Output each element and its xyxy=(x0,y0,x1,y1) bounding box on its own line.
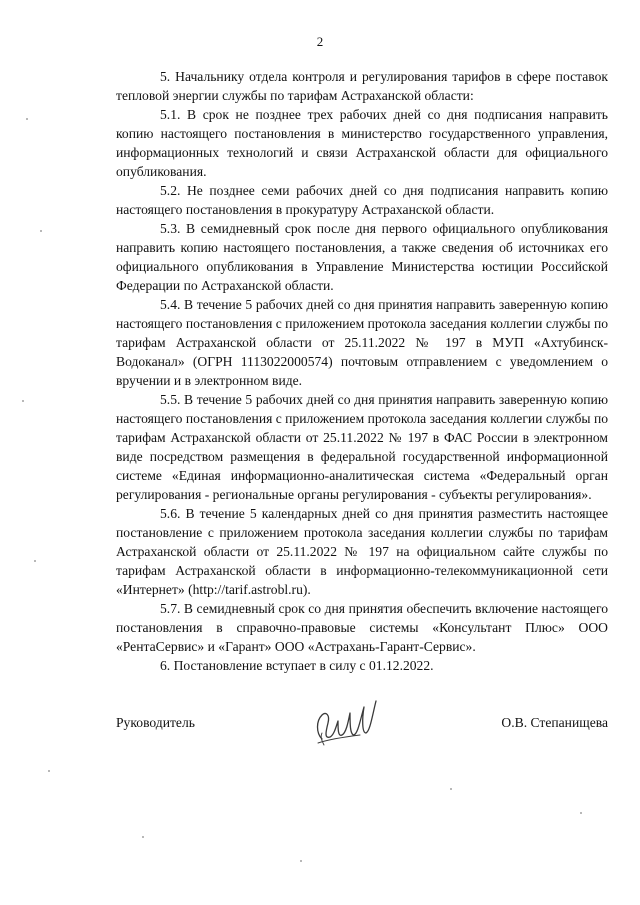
document-body xyxy=(116,67,608,675)
paragraph-5-7: 5.7. В семидневный срок со дня принятия обеспечить включение настоящего постановления в справочно-правовые системы «Консультант Плюс» ООО «РентаСервис» и «Гарант» ООО «Астрахань-Гарант-Сервис». xyxy=(116,601,608,654)
paragraph-5-3: 5.3. В семидневный срок после дня первого официального опубликования направить копию настоящего постановления, а также сведения об источниках его официального опубликования в Управление Министерства юстиции Российской Федерации по Астраханской области. xyxy=(116,221,608,293)
scan-speck xyxy=(450,788,452,790)
scan-speck xyxy=(142,836,144,838)
scan-speck xyxy=(48,770,50,772)
scan-speck xyxy=(34,560,36,562)
paragraph-5: 5. Начальнику отдела контроля и регулирования тарифов в сфере поставок тепловой энергии службы по тарифам Астраханской области: xyxy=(116,69,608,103)
paragraph-5-6: 5.6. В течение 5 календарных дней со дня принятия разместить настоящее постановление с приложением протокола заседания коллегии службы по тарифам Астраханской области от 25.11.2022 № 197 на официальном сайте службы по тарифам Астраханской области в информационно-телекоммуникационной сети «Интернет» (http://tarif.astrobl.ru). xyxy=(116,506,608,597)
paragraph-5-2: 5.2. Не позднее семи рабочих дней со дня подписания направить копию настоящего постановления в прокуратуру Астраханской области. xyxy=(116,183,608,217)
page-number: 2 xyxy=(316,34,324,49)
scan-speck xyxy=(300,860,302,862)
signatory-role: Руководитель xyxy=(116,715,195,730)
scan-speck xyxy=(26,118,28,120)
scan-speck xyxy=(580,812,582,814)
scan-speck xyxy=(22,400,24,402)
signatory-name: О.В. Степанищева xyxy=(501,715,608,730)
scan-speck xyxy=(40,230,42,232)
paragraph-5-1: 5.1. В срок не позднее трех рабочих дней со дня подписания направить копию настоящего постановления в министерство государственного управления, информационных технологий и связи Астраханской области для официального опубликования. xyxy=(116,107,608,179)
paragraph-6: 6. Постановление вступает в силу с 01.12.2022. xyxy=(160,658,434,673)
paragraph-5-5: 5.5. В течение 5 рабочих дней со дня принятия направить заверенную копию настоящего постановления с приложением протокола заседания коллегии службы по тарифам Астраханской области от 25.11.2022 № 197 в ФАС России в электронном виде посредством размещения в федеральной государственной информационной системе «Единая информационно-аналитическая система «Федеральный орган регулирования - региональные органы регулирования - субъекты регулирования». xyxy=(116,392,609,502)
paragraph-5-4: 5.4. В течение 5 рабочих дней со дня принятия направить заверенную копию настоящего постановления с приложением протокола заседания коллегии службы по тарифам Астраханской области от 25.11.2022 № 197 в МУП «Ахтубинск-Водоканал» (ОГРН 1113022000574) почтовым отправлением с уведомлением о вручении и в электронном виде. xyxy=(116,297,609,388)
handwritten-signature xyxy=(310,693,380,753)
